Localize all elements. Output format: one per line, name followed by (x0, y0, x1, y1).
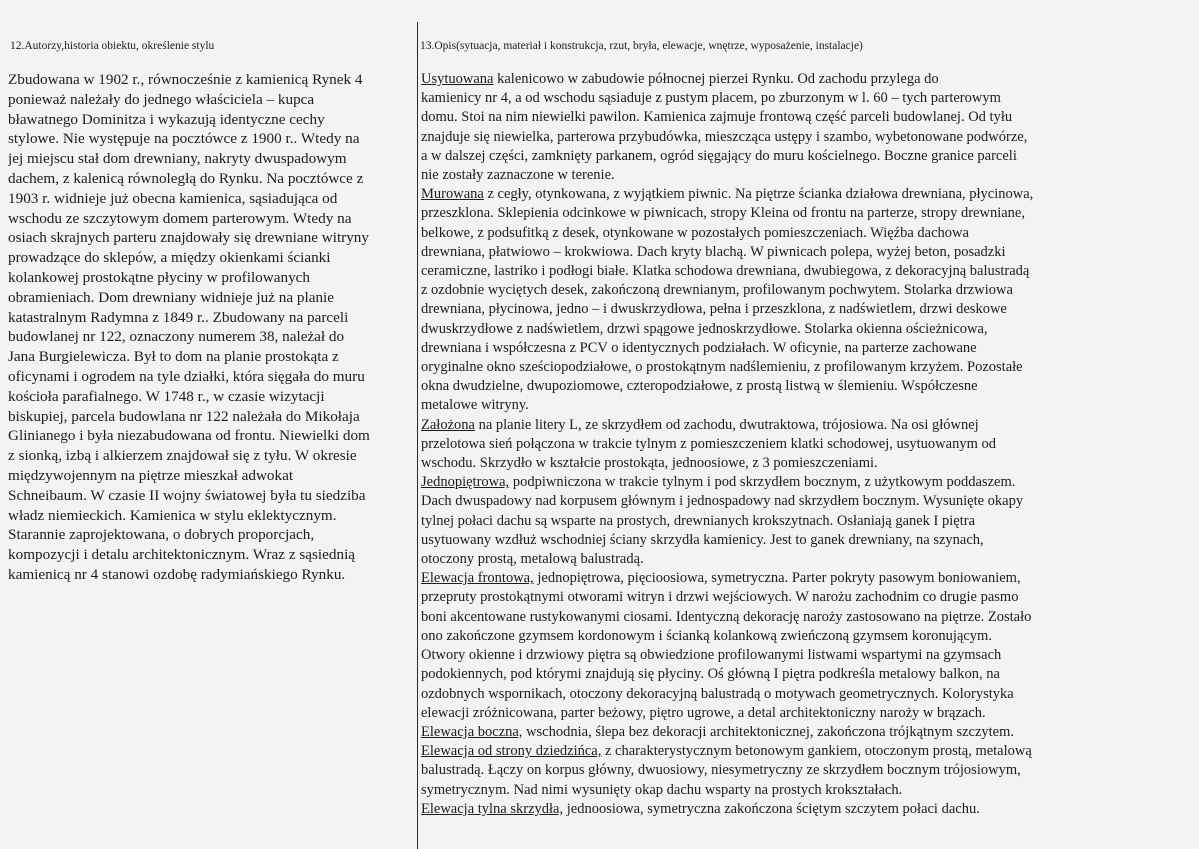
line-text: wschodu. Skrzydło w kształcie prostokąta, jednoosiowe, z 3 pomieszczeniami. (421, 455, 878, 472)
line-text: drewniana, płatwiowo – krokwiowa. Dach kryty blachą. W piwnicach polepa, wyżej beton, posadzki (421, 243, 1006, 260)
history-line: kolankowej prostokątne płyciny w profilowanych (8, 268, 310, 286)
section-keyword: Jednopiętrowa, (421, 474, 510, 491)
section-13-header: 13.Opis(sytuacja, materiał i konstrukcja, rzut, bryła, elewacje, wnętrze, wyposażenie, instalacje) (420, 40, 863, 52)
history-line: osiach skrajnych parteru znajdowały się drewniane witryny (8, 229, 369, 247)
description-line (421, 665, 1193, 684)
line-text: przepruty prostokątnymi otworami witryn i drzwi wejściowych. W narożu zachodnim co drugie pasmo (421, 589, 1019, 606)
description-line (421, 800, 1193, 819)
description-line (421, 588, 1193, 607)
line-text: elewacji zróżnicowana, parter beżowy, piętro ugrowe, a detal architektoniczny naroży w brązach. (421, 704, 986, 721)
line-text: ono zakończone gzymsem kordonowym i ścianką kolankową zwieńczoną gzymsem koronującym. (421, 627, 992, 644)
line-text: a w dalszej części, zamknięty parkanem, ogród sięgający do muru kościelnego. Boczne granice parceli (421, 147, 1017, 164)
history-line: międzywojennym na piętrze mieszkał adwokat (8, 466, 294, 484)
description-line (421, 646, 1193, 665)
history-line: Glinianego i była niezabudowana od frontu. Niewielki dom (8, 427, 370, 445)
description-line (421, 243, 1193, 262)
description-line (421, 108, 1193, 127)
history-text (8, 70, 416, 585)
section-keyword: Elewacja boczna, (421, 723, 523, 740)
history-line: z sionką, izbą i alkierzem znajdował się z tyłu. W okresie (8, 447, 357, 465)
line-text: symetrycznym. Nad nimi wysunięty okap dachu wsparty na prostych krokształach. (421, 781, 903, 798)
column-divider (417, 22, 418, 849)
description-line (421, 377, 1193, 396)
history-line: kościoła parafialnego. W 1748 r., w czasie wizytacji (8, 387, 325, 405)
section-keyword: Elewacja od strony dziedzińca, (421, 743, 602, 760)
history-line: Schneibaum. W czasie II wojny światowej była tu siedziba (8, 486, 366, 504)
description-line (421, 300, 1193, 319)
section-keyword: Elewacja frontowa, (421, 570, 534, 587)
description-line (421, 339, 1193, 358)
section-keyword: Założona (421, 416, 475, 433)
line-text: przelotowa sień połączona w trakcie tylnym z pomieszczeniem klatki schodowej, usytuowanym od (421, 435, 996, 452)
description-line (421, 454, 1193, 473)
description-line (421, 531, 1193, 550)
description-line (421, 704, 1193, 723)
line-text: z ozdobnie wyciętych desek, zakończoną drewnianym, profilowanym pochwytem. Stolarka drzwiowa (421, 282, 1013, 299)
description-line (421, 569, 1193, 588)
description-line (421, 70, 1193, 89)
line-text: belkowe, z podsufitką z desek, otynkowane w pozostałych pomieszczeniach. Więźba dachowa (421, 224, 969, 241)
line-text: oryginalne okno sześciopodziałowe, o prostokątnym nadślemieniu, z profilowanym krzyżem. Pozostałe (421, 359, 1023, 376)
description-line (421, 358, 1193, 377)
description-line (421, 627, 1193, 646)
line-text: balustradą. Łączy on korpus główny, dwuosiowy, niesymetryczny ze skrzydłem bocznym trójosiowym, (421, 762, 1021, 779)
description-text (421, 70, 1193, 819)
description-line (421, 512, 1193, 531)
history-line: Starannie zaprojektowana, o dobrych proporcjach, (8, 526, 315, 544)
line-text: usytuowany wzdłuż wschodniej ściany skrzydła kamienicy. Jest to ganek drewniany, na szynach, (421, 531, 984, 548)
line-text: drewniana, płycinowa, jedno – i dwuskrzydłowa, pełna i przeszklona, z nadświetlem, drzwi deskowe (421, 301, 1007, 318)
description-line (421, 89, 1193, 108)
line-text: kamienicy nr 4, a od wschodu sąsiaduje z pustym placem, po zburzonym w l. 60 – tych parterowym (421, 90, 1001, 107)
line-text: dwuskrzydłowe z nadświetlem, drzwi spągowe jednoskrzydłowe. Stolarka okienna ościeżnicowa, (421, 320, 988, 337)
description-line (421, 204, 1193, 223)
description-line (421, 608, 1193, 627)
description-line (421, 281, 1193, 300)
line-text: domu. Stoi na nim niewielki pawilon. Kamienica zajmuje frontową część parceli budowlanej. Od tyłu (421, 109, 1013, 126)
history-line: stylowe. Nie występuje na pocztówce z 1900 r.. Wtedy na (8, 130, 360, 148)
history-line: prowadzące do sklepów, a między okienkami ścianki (8, 249, 331, 267)
line-text: Dach dwuspadowy nad korpusem głównym i jednospadowy nad skrzydłem bocznym. Wysunięte okapy (421, 493, 1024, 510)
section-12-header: 12.Autorzy,historia obiektu, określenie stylu (10, 40, 215, 52)
line-text: drewniana i współczesna z PCV o identycznych podziałach. W oficynie, na parterze zachowane (421, 339, 977, 356)
description-line (421, 416, 1193, 435)
line-text: otoczony prostą, metalową balustradą. (421, 551, 644, 568)
line-text: przeszklona. Sklepienia odcinkowe w piwnicach, stropy Kleina od frontu na parterze, stropy drewniane, (421, 205, 1025, 222)
section-keyword: Elewacja tylna skrzydła, (421, 800, 564, 817)
description-line (421, 742, 1193, 761)
line-text: jednoosiowa, symetryczna zakończona ściętym szczytem połaci dachu. (563, 800, 980, 817)
description-line (421, 185, 1193, 204)
section-keyword: Usytuowana (421, 71, 494, 87)
history-line: budowlanej nr 122, oznaczony numerem 38, należał do (8, 328, 345, 346)
line-text: z cegły, otynkowana, z wyjątkiem piwnic. Na piętrze ścianka działowa drewniana, płycinowa, (483, 186, 1034, 203)
description-line (421, 550, 1193, 569)
history-line: Jana Burgielewicza. Był to dom na planie prostokąta z (8, 348, 339, 366)
description-line (421, 128, 1193, 147)
line-text: nie zostały zaznaczone w terenie. (421, 167, 615, 184)
line-text: na planie litery L, ze skrzydłem od zachodu, dwutraktowa, trójosiowa. Na osi głównej (474, 416, 979, 433)
description-line (421, 781, 1193, 800)
description-line (421, 435, 1193, 454)
line-text: ceramiczne, lastriko i podłogi białe. Klatka schodowa drewniana, dwubiegowa, z dekoracyjną balustradą (421, 263, 1030, 280)
history-line: kamienicą nr 4 stanowi ozdobę radymiańskiego Rynku. (8, 565, 346, 583)
history-line: kompozycji i detalu architektonicznym. Wraz z sąsiednią (8, 546, 356, 564)
history-line: ponieważ należały do jednego właściciela – kupca (8, 90, 315, 108)
description-line (421, 147, 1193, 166)
history-line: wschodu ze szczytowym domem parterowym. Wtedy na (8, 209, 352, 227)
description-line (421, 473, 1193, 492)
history-line: Zbudowana w 1902 r., równocześnie z kamienicą Rynek 4 (8, 71, 363, 88)
history-line: biskupiej, parcela budowlana nr 122 należała do Mikołaja (8, 407, 360, 425)
line-text: znajduje się niewielka, parterowa przybudówka, mieszcząca ustępy i szambo, wybetonowane podwórze, (421, 128, 1028, 145)
history-line: władz niemieckich. Kamienica w stylu eklektycznym. (8, 506, 337, 524)
line-text: okna dwudzielne, dwupoziomowe, czteropodziałowe, z prostą listwą w ślemieniu. Współczesne (421, 378, 978, 395)
history-line: katastralnym Radymna z 1849 r.. Zbudowany na parceli (8, 308, 349, 326)
line-text: ozdobnych wspornikach, otoczony dekoracyjną balustradą o motywach geometrycznych. Kolorystyka (421, 685, 1014, 702)
history-line: oficynami i ogrodem na tyle działki, która sięgała do muru (8, 367, 365, 385)
description-line (421, 224, 1193, 243)
history-line: 1903 r. widnieje już obecna kamienica, sąsiadująca od (8, 189, 338, 207)
line-text: kalenicowo w zabudowie północnej pierzei Rynku. Od zachodu przylega do (493, 71, 939, 87)
line-text: jednopiętrowa, pięcioosiowa, symetryczna. Parter pokryty pasowym boniowaniem, (533, 570, 1021, 587)
history-line: dachem, z kalenicą równoległą do Rynku. Na pocztówce z (8, 169, 364, 187)
line-text: wschodnia, ślepa bez dekoracji architektonicznej, zakończona trójkątnym szczytem. (522, 723, 1015, 740)
history-line: obramieniach. Dom drewniany widnieje już na planie (8, 288, 334, 306)
history-line: jej miejscu stał dom drewniany, nakryty dwuspadowym (8, 150, 347, 168)
line-text: podokiennych, pod którymi znajdują się płyciny. Oś główną I piętra podkreśla metalowy balkon, na (421, 666, 1000, 683)
description-line (421, 685, 1193, 704)
line-text: tylnej połaci dachu są wsparte na prostych, drewnianych krokszytnach. Osłaniają ganek I piętra (421, 512, 976, 529)
line-text: metalowe witryny. (421, 397, 529, 414)
line-text: boni akcentowane rustykowanymi ciosami. Identyczną dekorację naroży zastosowano na piętrze. Zostało (421, 608, 1032, 625)
line-text: z charakterystycznym betonowym gankiem, otoczonym prostą, metalową (601, 743, 1032, 760)
description-line (421, 166, 1193, 185)
history-line: bławatnego Dominitza i wykazują identyczne cechy (8, 110, 325, 128)
description-line (421, 396, 1193, 415)
line-text: Otwory okienne i drzwiowy piętra są obwiedzione profilowanymi listwami wspartymi na gzymsach (421, 647, 1002, 664)
description-line (421, 492, 1193, 511)
description-line (421, 723, 1193, 742)
description-line (421, 262, 1193, 281)
line-text: podpiwniczona w trakcie tylnym i pod skrzydłem bocznym, z użytkowym poddaszem. (509, 474, 1016, 491)
section-keyword: Murowana (421, 186, 484, 203)
description-line (421, 761, 1193, 780)
description-line (421, 320, 1193, 339)
